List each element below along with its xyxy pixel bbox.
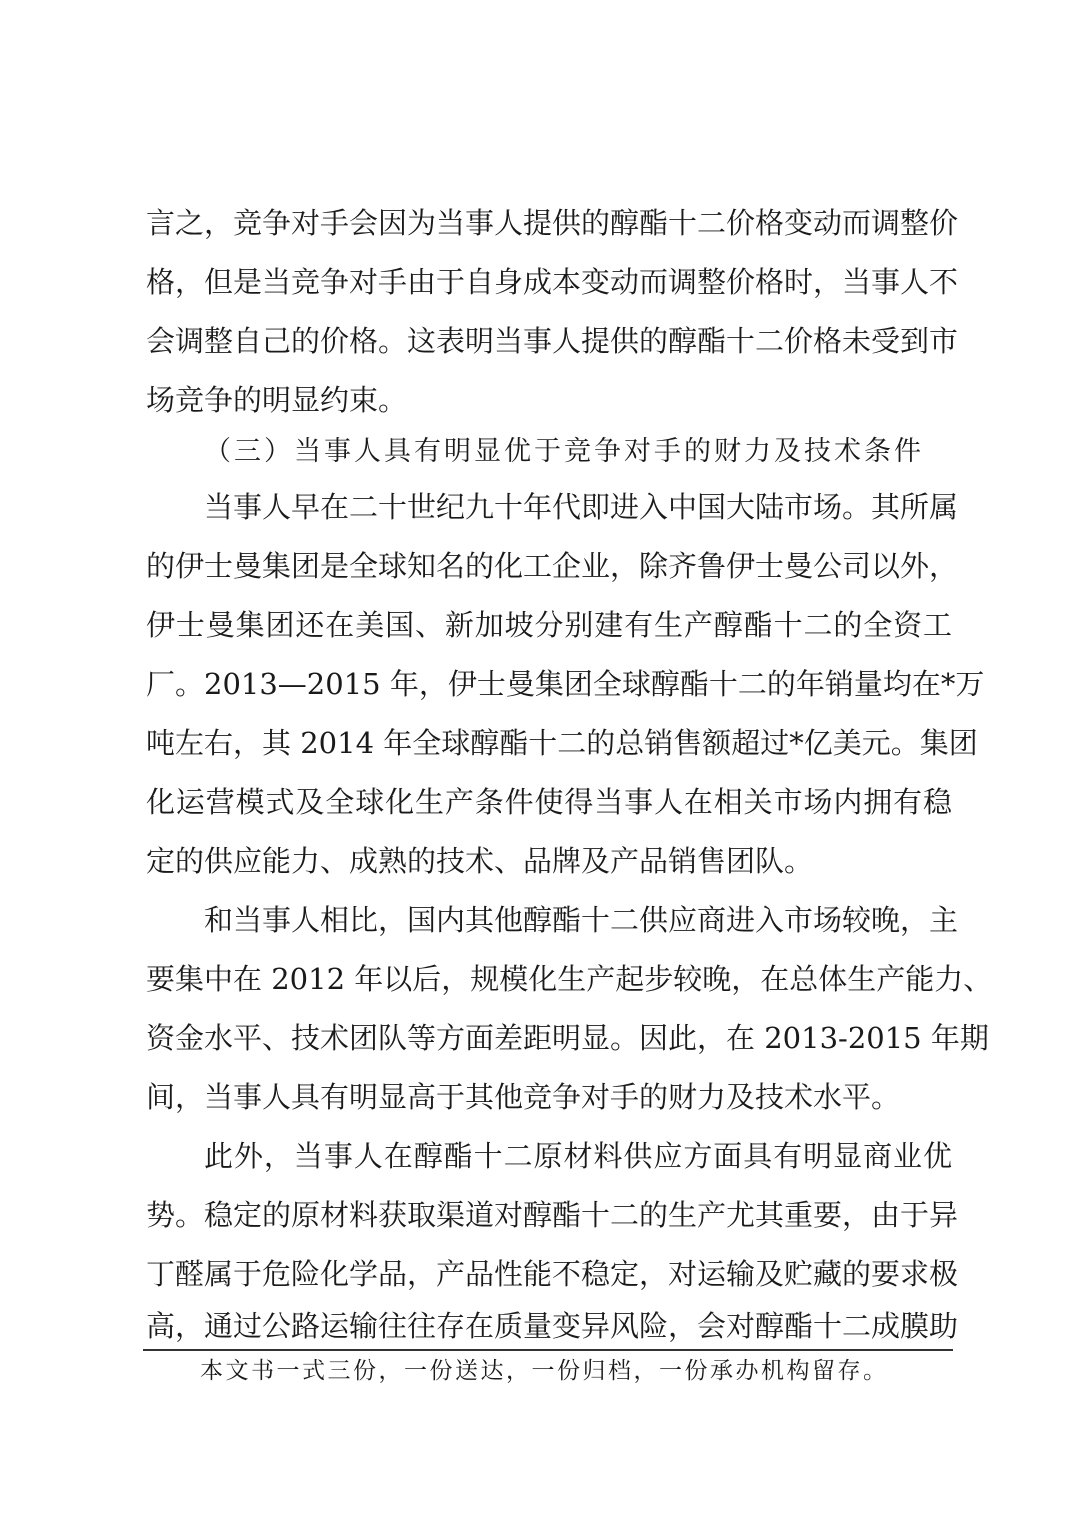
body-line: 高，通过公路运输往往存在质量变异风险，会对醇酯十二成膜助: [146, 1309, 959, 1343]
body-line: 和当事人相比，国内其他醇酯十二供应商进入市场较晚，主: [204, 903, 959, 937]
body-line: 当事人早在二十世纪九十年代即进入中国大陆市场。其所属: [204, 490, 959, 524]
body-line: 的伊士曼集团是全球知名的化工企业，除齐鲁伊士曼公司以外，: [146, 549, 959, 583]
body-line: 此外，当事人在醇酯十二原材料供应方面具有明显商业优: [204, 1139, 952, 1173]
body-line: 厂。2013—2015 年，伊士曼集团全球醇酯十二的年销量均在*万: [146, 667, 985, 701]
footer-note: 本文书一式三份，一份送达，一份归档，一份承办机构留存。: [200, 1358, 889, 1384]
body-line: 格，但是当竞争对手由于自身成本变动而调整价格时，当事人不: [146, 265, 959, 299]
body-line: 要集中在 2012 年以后，规模化生产起步较晚，在总体生产能力、: [146, 962, 993, 996]
body-line: 化运营模式及全球化生产条件使得当事人在相关市场内拥有稳: [146, 785, 952, 819]
body-line: 丁醛属于危险化学品，产品性能不稳定，对运输及贮藏的要求极: [146, 1257, 959, 1291]
section-heading: （三）当事人具有明显优于竞争对手的财力及技术条件: [204, 436, 924, 467]
body-line: 言之，竞争对手会因为当事人提供的醇酯十二价格变动而调整价: [146, 206, 959, 240]
body-line: 吨左右，其 2014 年全球醇酯十二的总销售额超过*亿美元。集团: [146, 726, 978, 760]
body-line: 资金水平、技术团队等方面差距明显。因此，在 2013-2015 年期: [146, 1021, 989, 1055]
footer-divider: [143, 1349, 953, 1351]
body-line: 势。稳定的原材料获取渠道对醇酯十二的生产尤其重要，由于异: [146, 1198, 959, 1232]
body-line: 间，当事人具有明显高于其他竞争对手的财力及技术水平。: [146, 1080, 901, 1114]
body-line: 伊士曼集团还在美国、新加坡分别建有生产醇酯十二的全资工: [146, 608, 952, 642]
body-line: 场竞争的明显约束。: [146, 383, 408, 417]
body-line: 会调整自己的价格。这表明当事人提供的醇酯十二价格未受到市: [146, 324, 959, 358]
body-line: 定的供应能力、成熟的技术、品牌及产品销售团队。: [146, 844, 814, 878]
